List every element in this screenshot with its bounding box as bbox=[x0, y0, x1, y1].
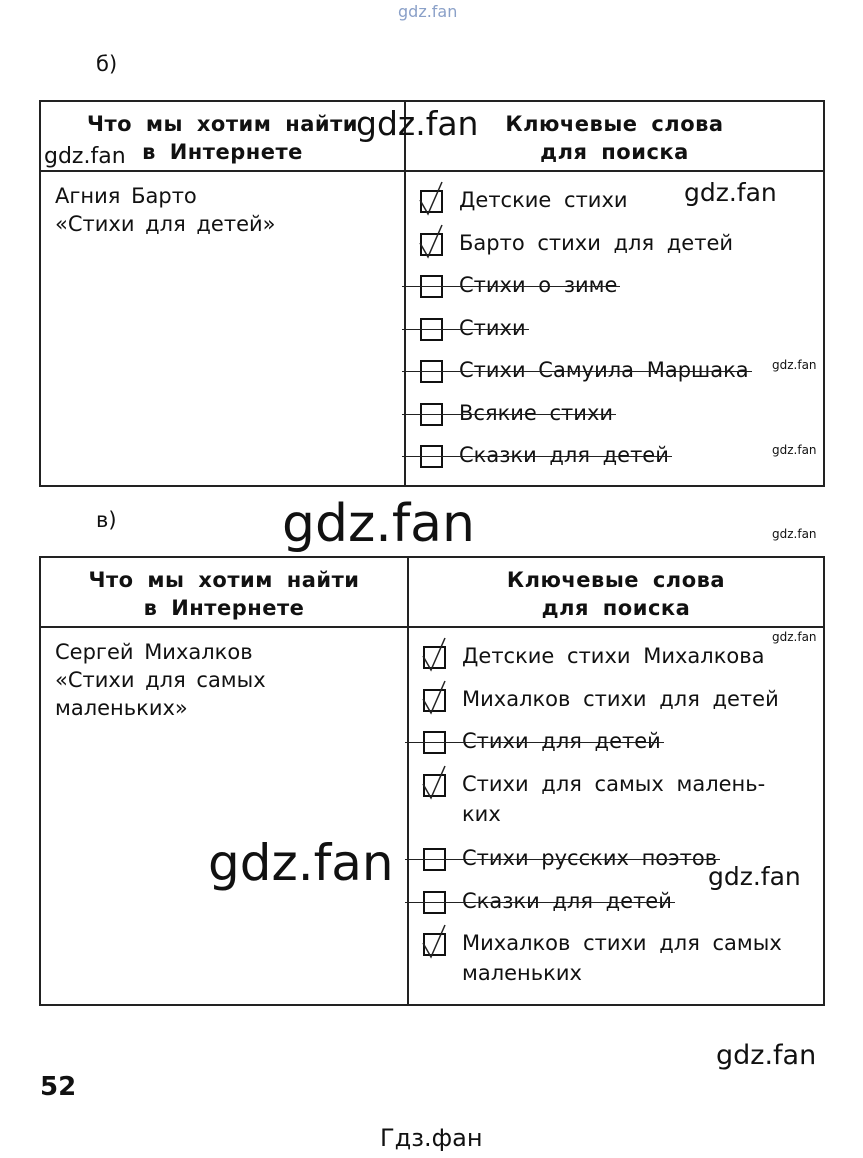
header-right-line1: Ключевые слова bbox=[505, 112, 724, 136]
header-left-line2: в Интернете bbox=[143, 596, 305, 620]
section-b-keyword-list bbox=[406, 172, 823, 469]
checkbox[interactable] bbox=[423, 689, 446, 712]
keyword-text: Стихи о зиме bbox=[459, 273, 618, 297]
keyword-item bbox=[420, 229, 823, 257]
section-b-table bbox=[39, 100, 825, 487]
keyword-text: Детские стихи Михалкова bbox=[462, 644, 765, 668]
section-b-keywords-cell bbox=[405, 171, 824, 486]
header-left-line1: Что мы хотим найти bbox=[88, 568, 360, 592]
check-mark-icon bbox=[421, 766, 451, 800]
keyword-item bbox=[420, 399, 823, 427]
keyword-text: Детские стихи bbox=[459, 188, 628, 212]
watermark: gdz.fan bbox=[772, 358, 817, 372]
section-v-table bbox=[39, 556, 825, 1006]
section-b-label: б) bbox=[96, 52, 118, 76]
keyword-text: Стихи для детей bbox=[462, 729, 661, 753]
watermark: gdz.fan bbox=[772, 630, 817, 644]
watermark: gdz.fan bbox=[708, 862, 801, 891]
keyword-text: Всякие стихи bbox=[459, 400, 614, 425]
keyword-item bbox=[423, 929, 823, 987]
keyword-text-wrap bbox=[462, 844, 717, 872]
check-mark-icon bbox=[421, 638, 451, 672]
watermark: gdz.fan bbox=[356, 104, 479, 143]
checkbox[interactable] bbox=[423, 933, 446, 956]
keyword-item bbox=[420, 441, 823, 469]
keyword-text: Барто стихи для детей bbox=[459, 230, 734, 255]
strike-through-line bbox=[402, 414, 616, 415]
keyword-item bbox=[423, 642, 823, 670]
keyword-item bbox=[423, 770, 823, 828]
check-mark-icon bbox=[421, 925, 451, 959]
header-left-line2: в Интернете bbox=[142, 140, 303, 164]
section-v-label: в) bbox=[96, 508, 117, 532]
keyword-text: Сказки для детей bbox=[459, 443, 669, 467]
check-mark-icon bbox=[421, 681, 451, 715]
keyword-text-wrap bbox=[459, 186, 628, 214]
keyword-text: Сказки для детей bbox=[462, 888, 672, 913]
keyword-text: Стихи для самых малень- bbox=[462, 771, 766, 796]
checkbox[interactable] bbox=[420, 190, 443, 213]
check-mark-icon bbox=[418, 225, 448, 259]
top-watermark: gdz.fan bbox=[398, 2, 458, 21]
keyword-text-wrap bbox=[459, 441, 669, 469]
strike-through-line bbox=[402, 286, 620, 287]
keyword-text-wrap bbox=[459, 314, 526, 342]
checkbox[interactable] bbox=[423, 774, 446, 797]
keyword-item bbox=[420, 271, 823, 299]
header-left-line1: Что мы хотим найти bbox=[87, 112, 358, 136]
topic-line1: Сергей Михалков bbox=[55, 640, 253, 664]
keyword-text-wrap bbox=[459, 356, 749, 384]
keyword-text-wrap bbox=[459, 399, 613, 427]
header-right-line2: для поиска bbox=[540, 140, 689, 164]
keyword-text-wrap bbox=[462, 685, 779, 713]
footer-caption: Гдз.фан bbox=[380, 1124, 483, 1152]
keyword-text: Стихи bbox=[459, 315, 526, 340]
section-v-header-left bbox=[40, 557, 408, 627]
keyword-text-wrap bbox=[462, 642, 764, 670]
keyword-item bbox=[420, 356, 823, 384]
keyword-text: Стихи русских поэтов bbox=[462, 846, 718, 870]
keyword-text-wrap bbox=[462, 770, 765, 828]
topic-line2: «Стихи для самых bbox=[55, 668, 266, 692]
watermark: gdz.fan bbox=[772, 527, 817, 541]
keyword-text: Стихи Самуила Маршака bbox=[459, 358, 749, 382]
keyword-text-wrap bbox=[459, 229, 733, 257]
check-mark-icon bbox=[418, 182, 448, 216]
section-v-keyword-list bbox=[409, 628, 823, 987]
keyword-text: Михалков стихи для детей bbox=[462, 686, 779, 711]
keyword-text-wrap bbox=[459, 271, 617, 299]
header-right-line1: Ключевые слова bbox=[506, 568, 726, 592]
section-v-topic-cell bbox=[40, 627, 408, 1005]
strike-through-line bbox=[405, 902, 675, 903]
keyword-text-wrap bbox=[462, 887, 672, 915]
page-number: 52 bbox=[40, 1072, 77, 1102]
header-right-line2: для поиска bbox=[541, 596, 691, 620]
strike-through-line bbox=[402, 371, 752, 372]
strike-through-line bbox=[405, 859, 720, 860]
keyword-item bbox=[423, 727, 823, 755]
keyword-text-continued: маленьких bbox=[462, 961, 582, 985]
watermark: gdz.fan bbox=[208, 834, 394, 892]
keyword-text-wrap bbox=[462, 727, 661, 755]
topic-line1: Агния Барто bbox=[55, 184, 197, 208]
keyword-text: Михалков стихи для самых bbox=[462, 931, 782, 955]
checkbox[interactable] bbox=[423, 646, 446, 669]
checkbox[interactable] bbox=[420, 233, 443, 256]
bottom-watermark: gdz.fan bbox=[716, 1040, 817, 1071]
watermark: gdz.fan bbox=[44, 144, 126, 169]
watermark: gdz.fan bbox=[684, 178, 777, 207]
keyword-item bbox=[423, 685, 823, 713]
strike-through-line bbox=[405, 742, 664, 743]
topic-line2: «Стихи для детей» bbox=[55, 212, 276, 236]
watermark: gdz.fan bbox=[282, 494, 475, 554]
strike-through-line bbox=[402, 329, 529, 330]
section-b-topic-cell bbox=[40, 171, 405, 486]
keyword-text-wrap bbox=[462, 929, 782, 987]
watermark: gdz.fan bbox=[772, 443, 817, 457]
section-v-keywords-cell bbox=[408, 627, 824, 1005]
section-v-header-right bbox=[408, 557, 824, 627]
strike-through-line bbox=[402, 456, 672, 457]
keyword-item bbox=[420, 314, 823, 342]
topic-line3: маленьких» bbox=[55, 696, 188, 720]
keyword-text-continued: ких bbox=[462, 801, 501, 826]
